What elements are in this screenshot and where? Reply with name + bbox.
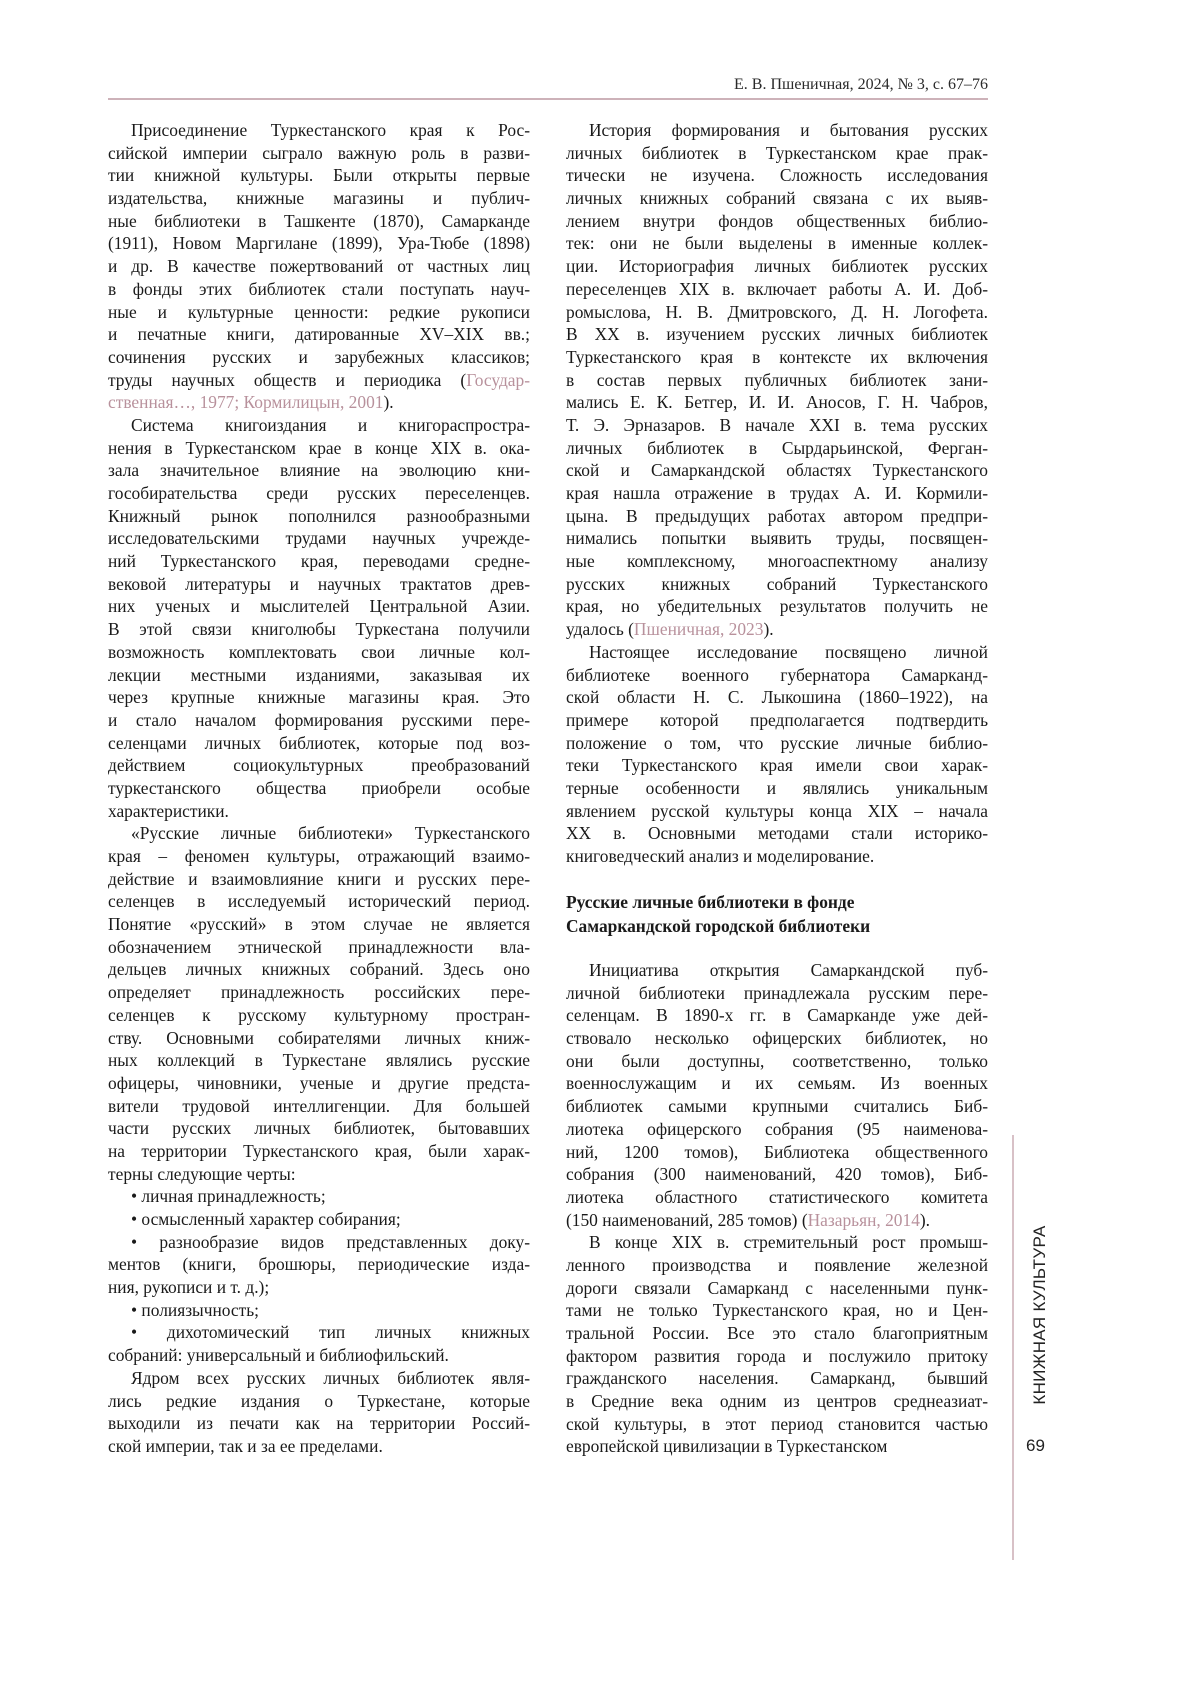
text-line: селенцам. В 1890-х гг. в Самарканде уже дей-: [566, 1004, 988, 1027]
section-label: КНИЖНАЯ КУЛЬТУРА: [1030, 1225, 1050, 1404]
bullet-item: [108, 1208, 530, 1231]
text-line: селенцев в исследуемый исторический период.: [108, 890, 530, 913]
text-line: ний, 1200 томов), Библиотека общественного: [566, 1141, 988, 1164]
text-line: нения в Туркестанском крае в конце XIX в. ока-: [108, 437, 530, 460]
running-head: Е. В. Пшеничная, 2024, № 3, с. 67–76: [734, 76, 988, 94]
text-line: XX в. Основными методами стали историко-: [566, 822, 988, 845]
text-line: терные особенности и являлись уникальным: [566, 777, 988, 800]
bullet-item: [108, 1299, 530, 1322]
text-line: явлением русской культуры конца XIX – начала: [566, 800, 988, 823]
text-line: ромыслова, Н. В. Дмитровского, Д. Н. Логофета.: [566, 301, 988, 324]
text-line: военнослужащим и их семьям. Из военных: [566, 1072, 988, 1095]
text-line: лись редкие издания о Туркестане, которые: [108, 1390, 530, 1413]
text-line: нимались попытки выявить труды, посвящен-: [566, 527, 988, 550]
paragraph: [108, 822, 530, 1185]
text-line: ментов (книги, брошюры, периодические изда-: [108, 1253, 530, 1276]
text-line: тами не только Туркестанского края, но и Цен-: [566, 1299, 988, 1322]
text-line: переселенцев XIX в. включает работы А. И. Доб-: [566, 278, 988, 301]
bullet-item: [108, 1231, 530, 1299]
text-line: ции. Историография личных библиотек русских: [566, 255, 988, 278]
text-line: библиотек самыми крупными считались Биб-: [566, 1095, 988, 1118]
header-rule: [108, 98, 988, 100]
paragraph: [566, 641, 988, 868]
text-line: ные комплексному, многоаспектному анализу: [566, 550, 988, 573]
text-line: ской области Н. С. Лыкошина (1860–1922), на: [566, 686, 988, 709]
text-line: Настоящее исследование посвящено личной: [566, 641, 988, 664]
citation-link[interactable]: Государ-: [466, 370, 530, 390]
text-line: вековой литературы и научных трактатов древ-: [108, 573, 530, 596]
text-line: тически не изучена. Сложность исследования: [566, 164, 988, 187]
text-line: ской культуры, в этот период становится частью: [566, 1413, 988, 1436]
text-line: лекции местными изданиями, заказывая их: [108, 664, 530, 687]
text-line: Книжный рынок пополнился разнообразными: [108, 505, 530, 528]
side-rule: [1012, 1135, 1014, 1560]
section-heading-line: Русские личные библиотеки в фонде: [566, 890, 988, 914]
text-line: удалось (Пшеничная, 2023).: [566, 618, 988, 641]
text-line: европейской цивилизации в Туркестанском: [566, 1435, 988, 1458]
text-line: В XX в. изучением русских личных библиотек: [566, 323, 988, 346]
text-line: • полиязычность;: [108, 1299, 530, 1322]
text-line: Ядром всех русских личных библиотек явля-: [108, 1367, 530, 1390]
text-line: примере которой предполагается подтвердить: [566, 709, 988, 732]
text-line: возможность комплектовать свои личные кол-: [108, 641, 530, 664]
text-line: лиотека областного статистического комитета: [566, 1186, 988, 1209]
text-line: края нашла отражение в трудах А. И. Кормили-: [566, 482, 988, 505]
text-line: собрания (300 наименований, 420 томов), Биб-: [566, 1163, 988, 1186]
text-line: ний Туркестанского края, переводами средне-: [108, 550, 530, 573]
text-line: через крупные книжные магазины края. Это: [108, 686, 530, 709]
text-line: в состав первых публичных библиотек зани-: [566, 369, 988, 392]
text-line: • разнообразие видов представленных доку-: [108, 1231, 530, 1254]
text-line: тек: они не были выделены в именные коллек-: [566, 232, 988, 255]
text-line: на территории Туркестанского края, были харак-: [108, 1140, 530, 1163]
text-line: ния, рукописи и т. д.);: [108, 1276, 530, 1299]
text-line: мались Е. К. Бетгер, И. И. Аносов, Г. Н. Чабров,: [566, 391, 988, 414]
paragraph: [108, 119, 530, 414]
text-line: характеристики.: [108, 800, 530, 823]
text-line: и стало началом формирования русскими пере-: [108, 709, 530, 732]
text-line: и печатные книги, датированные XV–XIX вв.;: [108, 323, 530, 346]
text-line: офицеры, чиновники, ученые и другие предста-: [108, 1072, 530, 1095]
text-line: края – феномен культуры, отражающий взаимо-: [108, 845, 530, 868]
text-line: • личная принадлежность;: [108, 1185, 530, 1208]
text-line: исследовательскими трудами научных учрежде-: [108, 527, 530, 550]
text-line: издательства, книжные магазины и публич-: [108, 187, 530, 210]
text-line: «Русские личные библиотеки» Туркестанского: [108, 822, 530, 845]
text-line: действие и взаимовлияние книги и русских пере-: [108, 868, 530, 891]
text-line: ленного производства и появление железной: [566, 1254, 988, 1277]
text-line: положение о том, что русские личные библио-: [566, 732, 988, 755]
text-line: гражданского населения. Самарканд, бывший: [566, 1367, 988, 1390]
text-line: История формирования и бытования русских: [566, 119, 988, 142]
text-line: тральной России. Все это стало благоприятным: [566, 1322, 988, 1345]
text-line: библиотеке военного губернатора Самарканд-: [566, 664, 988, 687]
text-line: туркестанского общества приобрели особые: [108, 777, 530, 800]
text-line: Т. Э. Эрназаров. В начале XXI в. тема русских: [566, 414, 988, 437]
left-column: [108, 119, 530, 1458]
text-line: книговедческий анализ и моделирование.: [566, 845, 988, 868]
text-line: селенцами личных библиотек, которые под воз-: [108, 732, 530, 755]
paragraph: [108, 1367, 530, 1458]
text-line: тии книжной культуры. Были открыты первые: [108, 164, 530, 187]
text-line: селенцев к русскому культурному простран-: [108, 1004, 530, 1027]
text-line: ные библиотеки в Ташкенте (1870), Самарканде: [108, 210, 530, 233]
text-line: они были доступны, соответственно, только: [566, 1050, 988, 1073]
right-column-bottom: [566, 959, 988, 1458]
text-line: дельцев личных книжных собраний. Здесь оно: [108, 958, 530, 981]
text-line: • осмысленный характер собирания;: [108, 1208, 530, 1231]
text-line: собраний: универсальный и библиофильский.: [108, 1344, 530, 1367]
text-line: фактором развития города и послужило притоку: [566, 1345, 988, 1368]
text-line: Туркестанского края в контексте их включения: [566, 346, 988, 369]
text-line: В конце XIX в. стремительный рост промыш-: [566, 1231, 988, 1254]
text-line: личной библиотеки принадлежала русским пере-: [566, 982, 988, 1005]
bullet-item: [108, 1185, 530, 1208]
right-column-top: [566, 119, 988, 868]
text-line: теки Туркестанского края имели свои харак-: [566, 754, 988, 777]
text-line: сийской империи сыграло важную роль в разви-: [108, 142, 530, 165]
page-number: 69: [1026, 1436, 1045, 1456]
section-heading: [566, 890, 988, 938]
text-line: Понятие «русский» в этом случае не является: [108, 913, 530, 936]
text-line: сочинения русских и зарубежных классиков;: [108, 346, 530, 369]
text-line: определяет принадлежность российских пере-: [108, 981, 530, 1004]
text-line: зала значительное влияние на эволюцию кни-: [108, 459, 530, 482]
text-line: (1911), Новом Маргилане (1899), Ура-Тюбе (1898): [108, 232, 530, 255]
text-line: выходили из печати как на территории Россий-: [108, 1412, 530, 1435]
text-line: в Средние века одним из центров среднеазиат-: [566, 1390, 988, 1413]
text-line: лением внутри фондов общественных библио-: [566, 210, 988, 233]
section-heading-line: Самаркандской городской библиотеки: [566, 914, 988, 938]
paragraph: [108, 414, 530, 822]
citation-link[interactable]: Назарьян, 2014: [808, 1210, 920, 1230]
text-line: ствовало несколько офицерских библиотек, но: [566, 1027, 988, 1050]
text-line: обозначением этнической принадлежности вла-: [108, 936, 530, 959]
text-line: гособирательства среди русских переселенцев.: [108, 482, 530, 505]
text-line: личных библиотек в Туркестанском крае прак-: [566, 142, 988, 165]
text-line: личных книжных собраний связана с их выяв-: [566, 187, 988, 210]
text-line: ных коллекций в Туркестане являлись русские: [108, 1049, 530, 1072]
text-line: части русских личных библиотек, бытовавших: [108, 1117, 530, 1140]
text-line: ской империи, так и за ее пределами.: [108, 1435, 530, 1458]
text-line: и др. В качестве пожертвований от частных лиц: [108, 255, 530, 278]
text-line: Система книгоиздания и книгораспростра-: [108, 414, 530, 437]
text-line: (150 наименований, 285 томов) (Назарьян, 2014).: [566, 1209, 988, 1232]
text-line: цына. В предыдущих работах автором предпри-: [566, 505, 988, 528]
text-line: лиотека офицерского собрания (95 наименова-: [566, 1118, 988, 1141]
text-line: действием социокультурных преобразований: [108, 754, 530, 777]
text-line: русских книжных собраний Туркестанского: [566, 573, 988, 596]
text-line: ственная…, 1977; Кормилицын, 2001).: [108, 391, 530, 414]
bullet-item: [108, 1321, 530, 1366]
text-line: вители трудовой интеллигенции. Для большей: [108, 1095, 530, 1118]
text-line: ные и культурные ценности: редкие рукописи: [108, 301, 530, 324]
text-line: края, но убедительных результатов получить не: [566, 595, 988, 618]
text-line: Присоединение Туркестанского края к Рос-: [108, 119, 530, 142]
text-line: дороги связали Самарканд с населенными пунк-: [566, 1277, 988, 1300]
paragraph: [566, 1231, 988, 1458]
paragraph: [566, 119, 988, 641]
paragraph: [566, 959, 988, 1231]
text-line: труды научных обществ и периодика (Государ-: [108, 369, 530, 392]
text-line: них ученых и мыслителей Центральной Азии.: [108, 595, 530, 618]
text-line: • дихотомический тип личных книжных: [108, 1321, 530, 1344]
text-line: в фонды этих библиотек стали поступать науч-: [108, 278, 530, 301]
text-line: ству. Основными собирателями личных книж-: [108, 1027, 530, 1050]
text-line: В этой связи книголюбы Туркестана получили: [108, 618, 530, 641]
text-line: ской и Самаркандской областях Туркестанского: [566, 459, 988, 482]
text-line: терны следующие черты:: [108, 1163, 530, 1186]
citation-link[interactable]: ственная…, 1977; Кормилицын, 2001: [108, 392, 383, 412]
citation-link[interactable]: Пшеничная, 2023: [634, 619, 764, 639]
text-line: личных библиотек в Сырдарьинской, Ферган-: [566, 437, 988, 460]
text-line: Инициатива открытия Самаркандской пуб-: [566, 959, 988, 982]
